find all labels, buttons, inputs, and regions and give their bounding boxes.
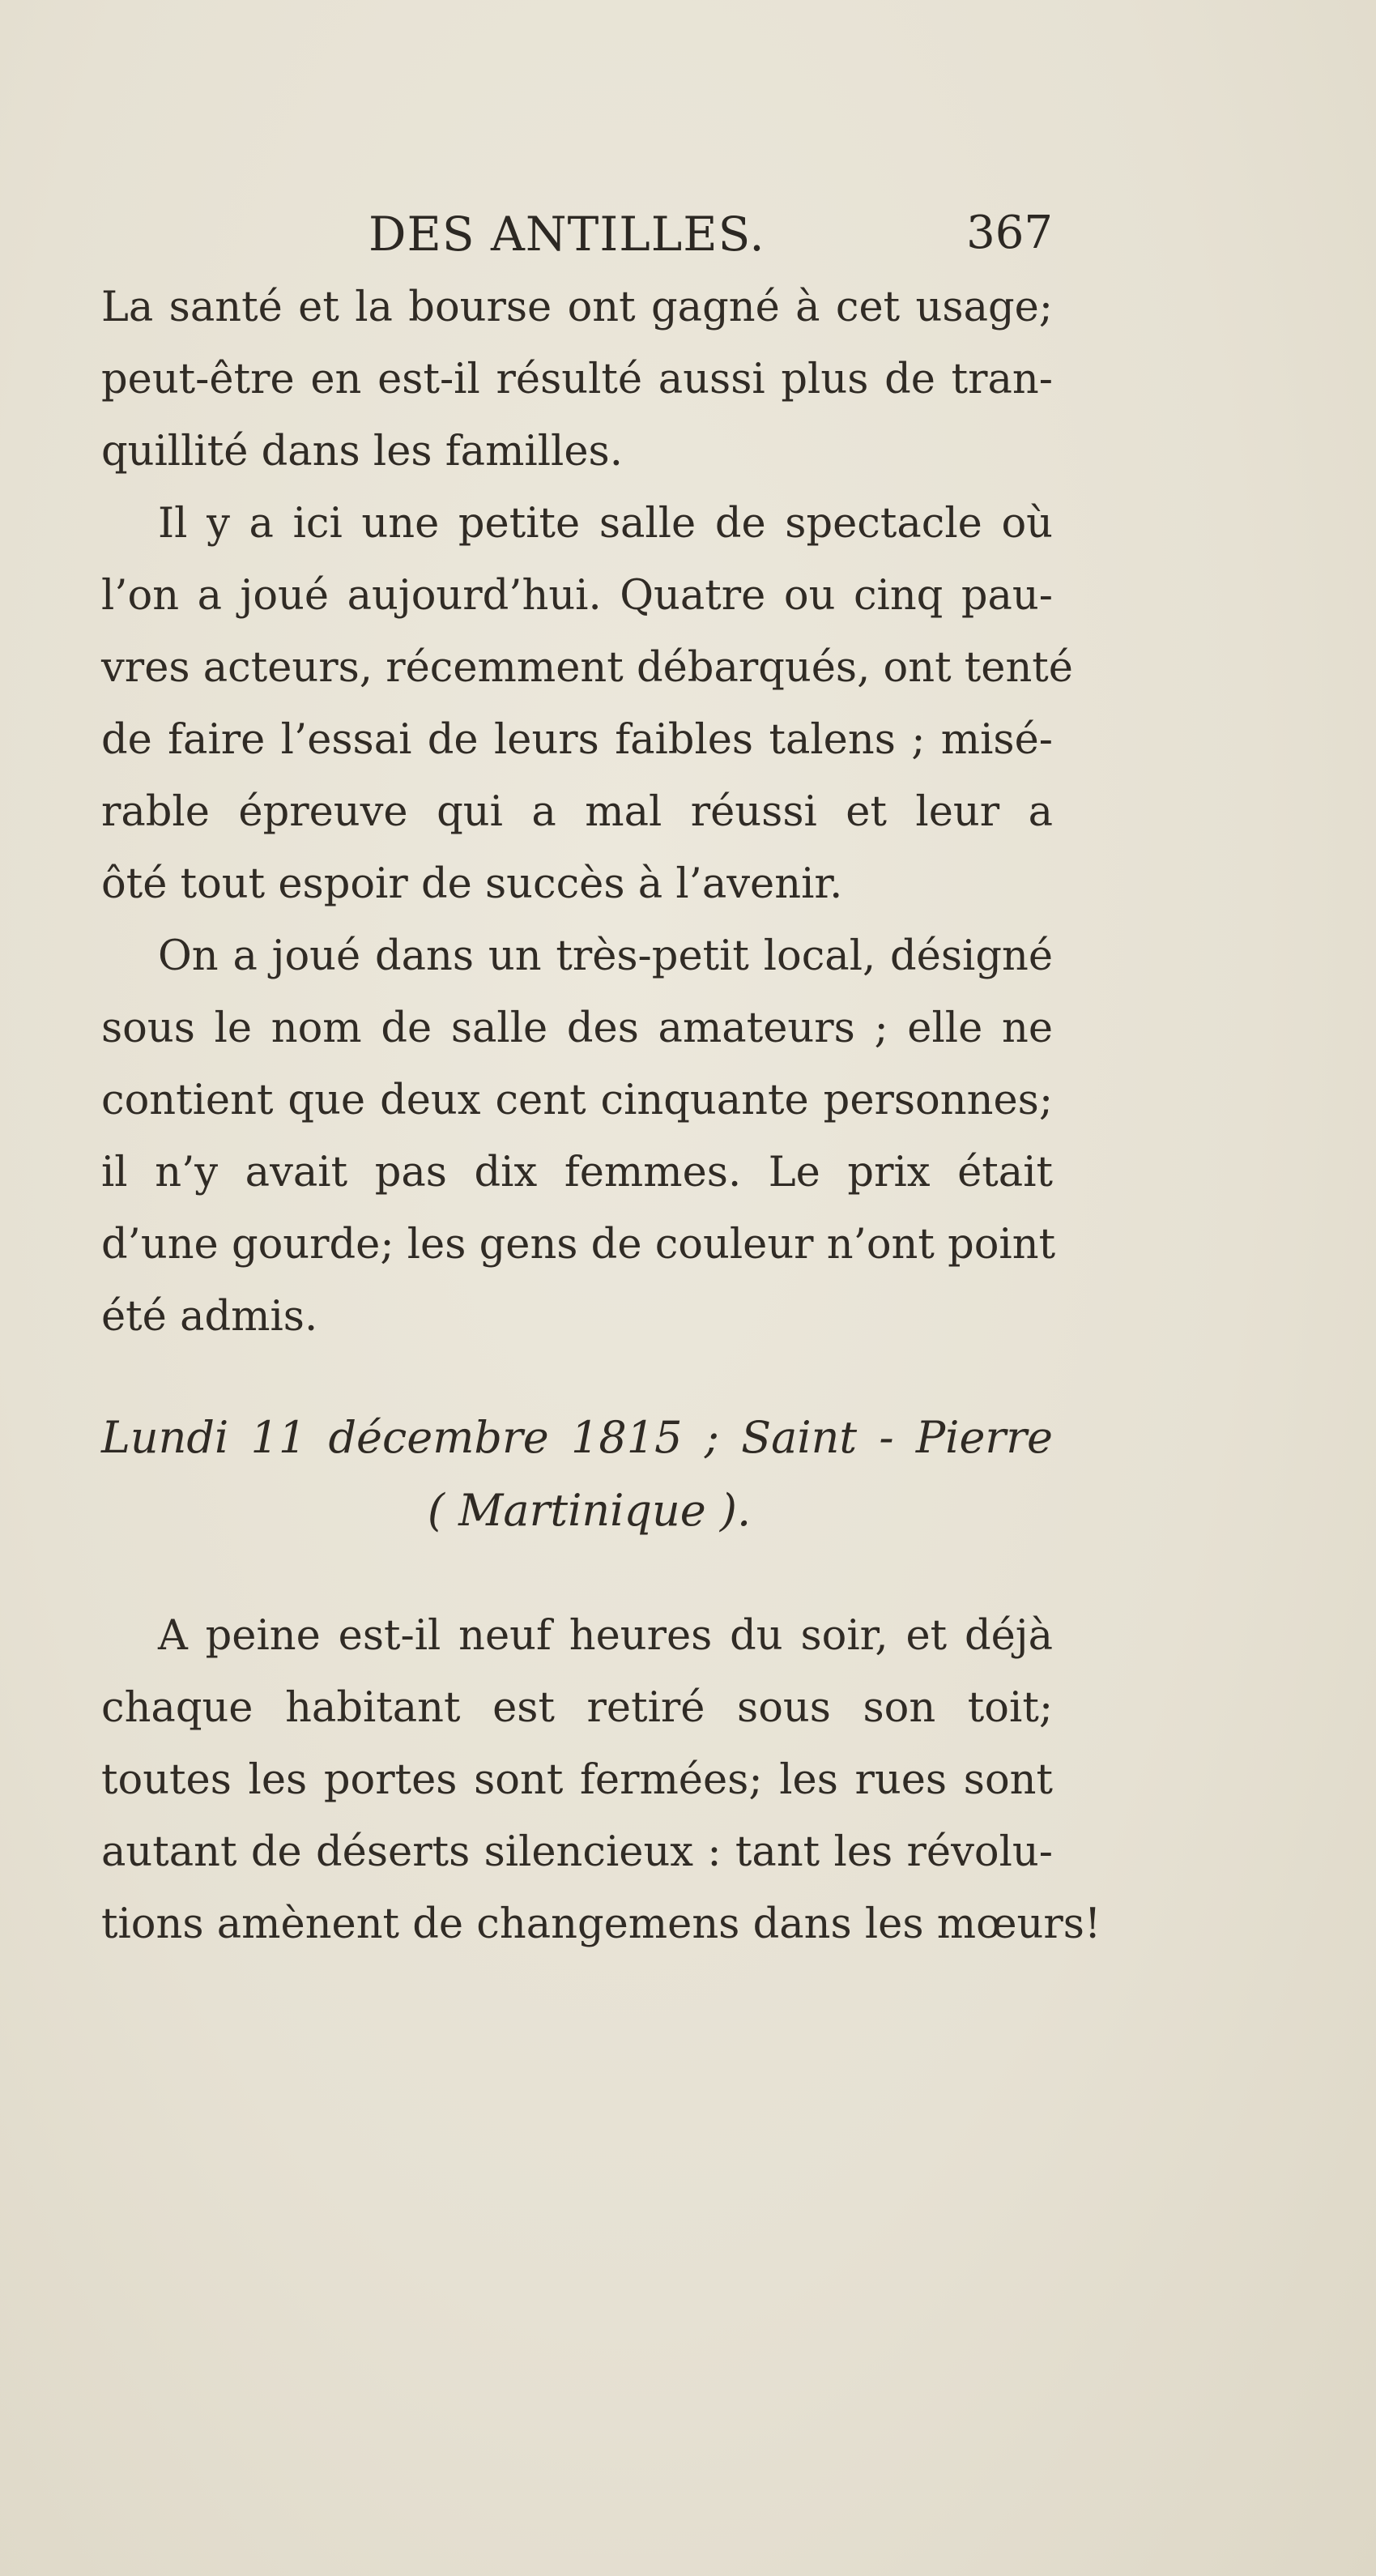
text-line: l’on a joué aujourd’hui. Quatre ou cinq pau- [101, 572, 1053, 620]
dateline-date: Lundi 11 décembre 1815 ; Saint - Pierre [101, 1412, 1053, 1463]
main-text-continued [101, 1600, 1101, 1960]
text-line: autant de déserts silencieux : tant les révolu- [101, 1828, 1053, 1876]
text-line: chaque habitant est retiré sous son toit; [101, 1684, 1053, 1732]
running-title: DES ANTILLES. [368, 207, 765, 262]
text-line: La santé et la bourse ont gagné à cet usage; [101, 284, 1053, 331]
dateline-place: ( Martinique ). [427, 1485, 752, 1536]
paragraph-3 [101, 920, 1056, 1353]
text-line: rable épreuve qui a mal réussi et leur a [101, 788, 1053, 836]
text-line: contient que deux cent cinquante personnes; [101, 1077, 1053, 1124]
text-line: vres acteurs, récemment débarqués, ont tenté [101, 644, 1073, 692]
text-line: quillité dans les familles. [101, 428, 623, 476]
text-line: toutes les portes sont fermées; les rues sont [101, 1756, 1053, 1804]
text-line: A peine est-il neuf heures du soir, et déjà [158, 1612, 1053, 1660]
page-header [368, 207, 1053, 271]
paragraph-1 [101, 271, 1053, 488]
text-line: ôté tout espoir de succès à l’avenir. [101, 860, 843, 908]
main-text [101, 271, 1073, 1353]
text-line: il n’y avait pas dix femmes. Le prix était [101, 1149, 1053, 1196]
page-number: 367 [966, 207, 1053, 259]
text-line: Il y a ici une petite salle de spectacle où [158, 500, 1053, 548]
text-line: sous le nom de salle des amateurs ; elle ne [101, 1004, 1053, 1052]
text-line: été admis. [101, 1293, 318, 1341]
text-line: tions amènent de changemens dans les mœurs! [101, 1900, 1101, 1948]
text-line: de faire l’essai de leurs faibles talens ; misé- [101, 716, 1053, 764]
text-line: d’une gourde; les gens de couleur n’ont point [101, 1221, 1056, 1269]
dateline [101, 1401, 1053, 1547]
paragraph-2 [101, 488, 1073, 920]
text-line: peut-être en est-il résulté aussi plus de tran- [101, 356, 1053, 403]
paragraph-4 [101, 1600, 1101, 1960]
text-line: On a joué dans un très-petit local, désigné [158, 932, 1053, 980]
